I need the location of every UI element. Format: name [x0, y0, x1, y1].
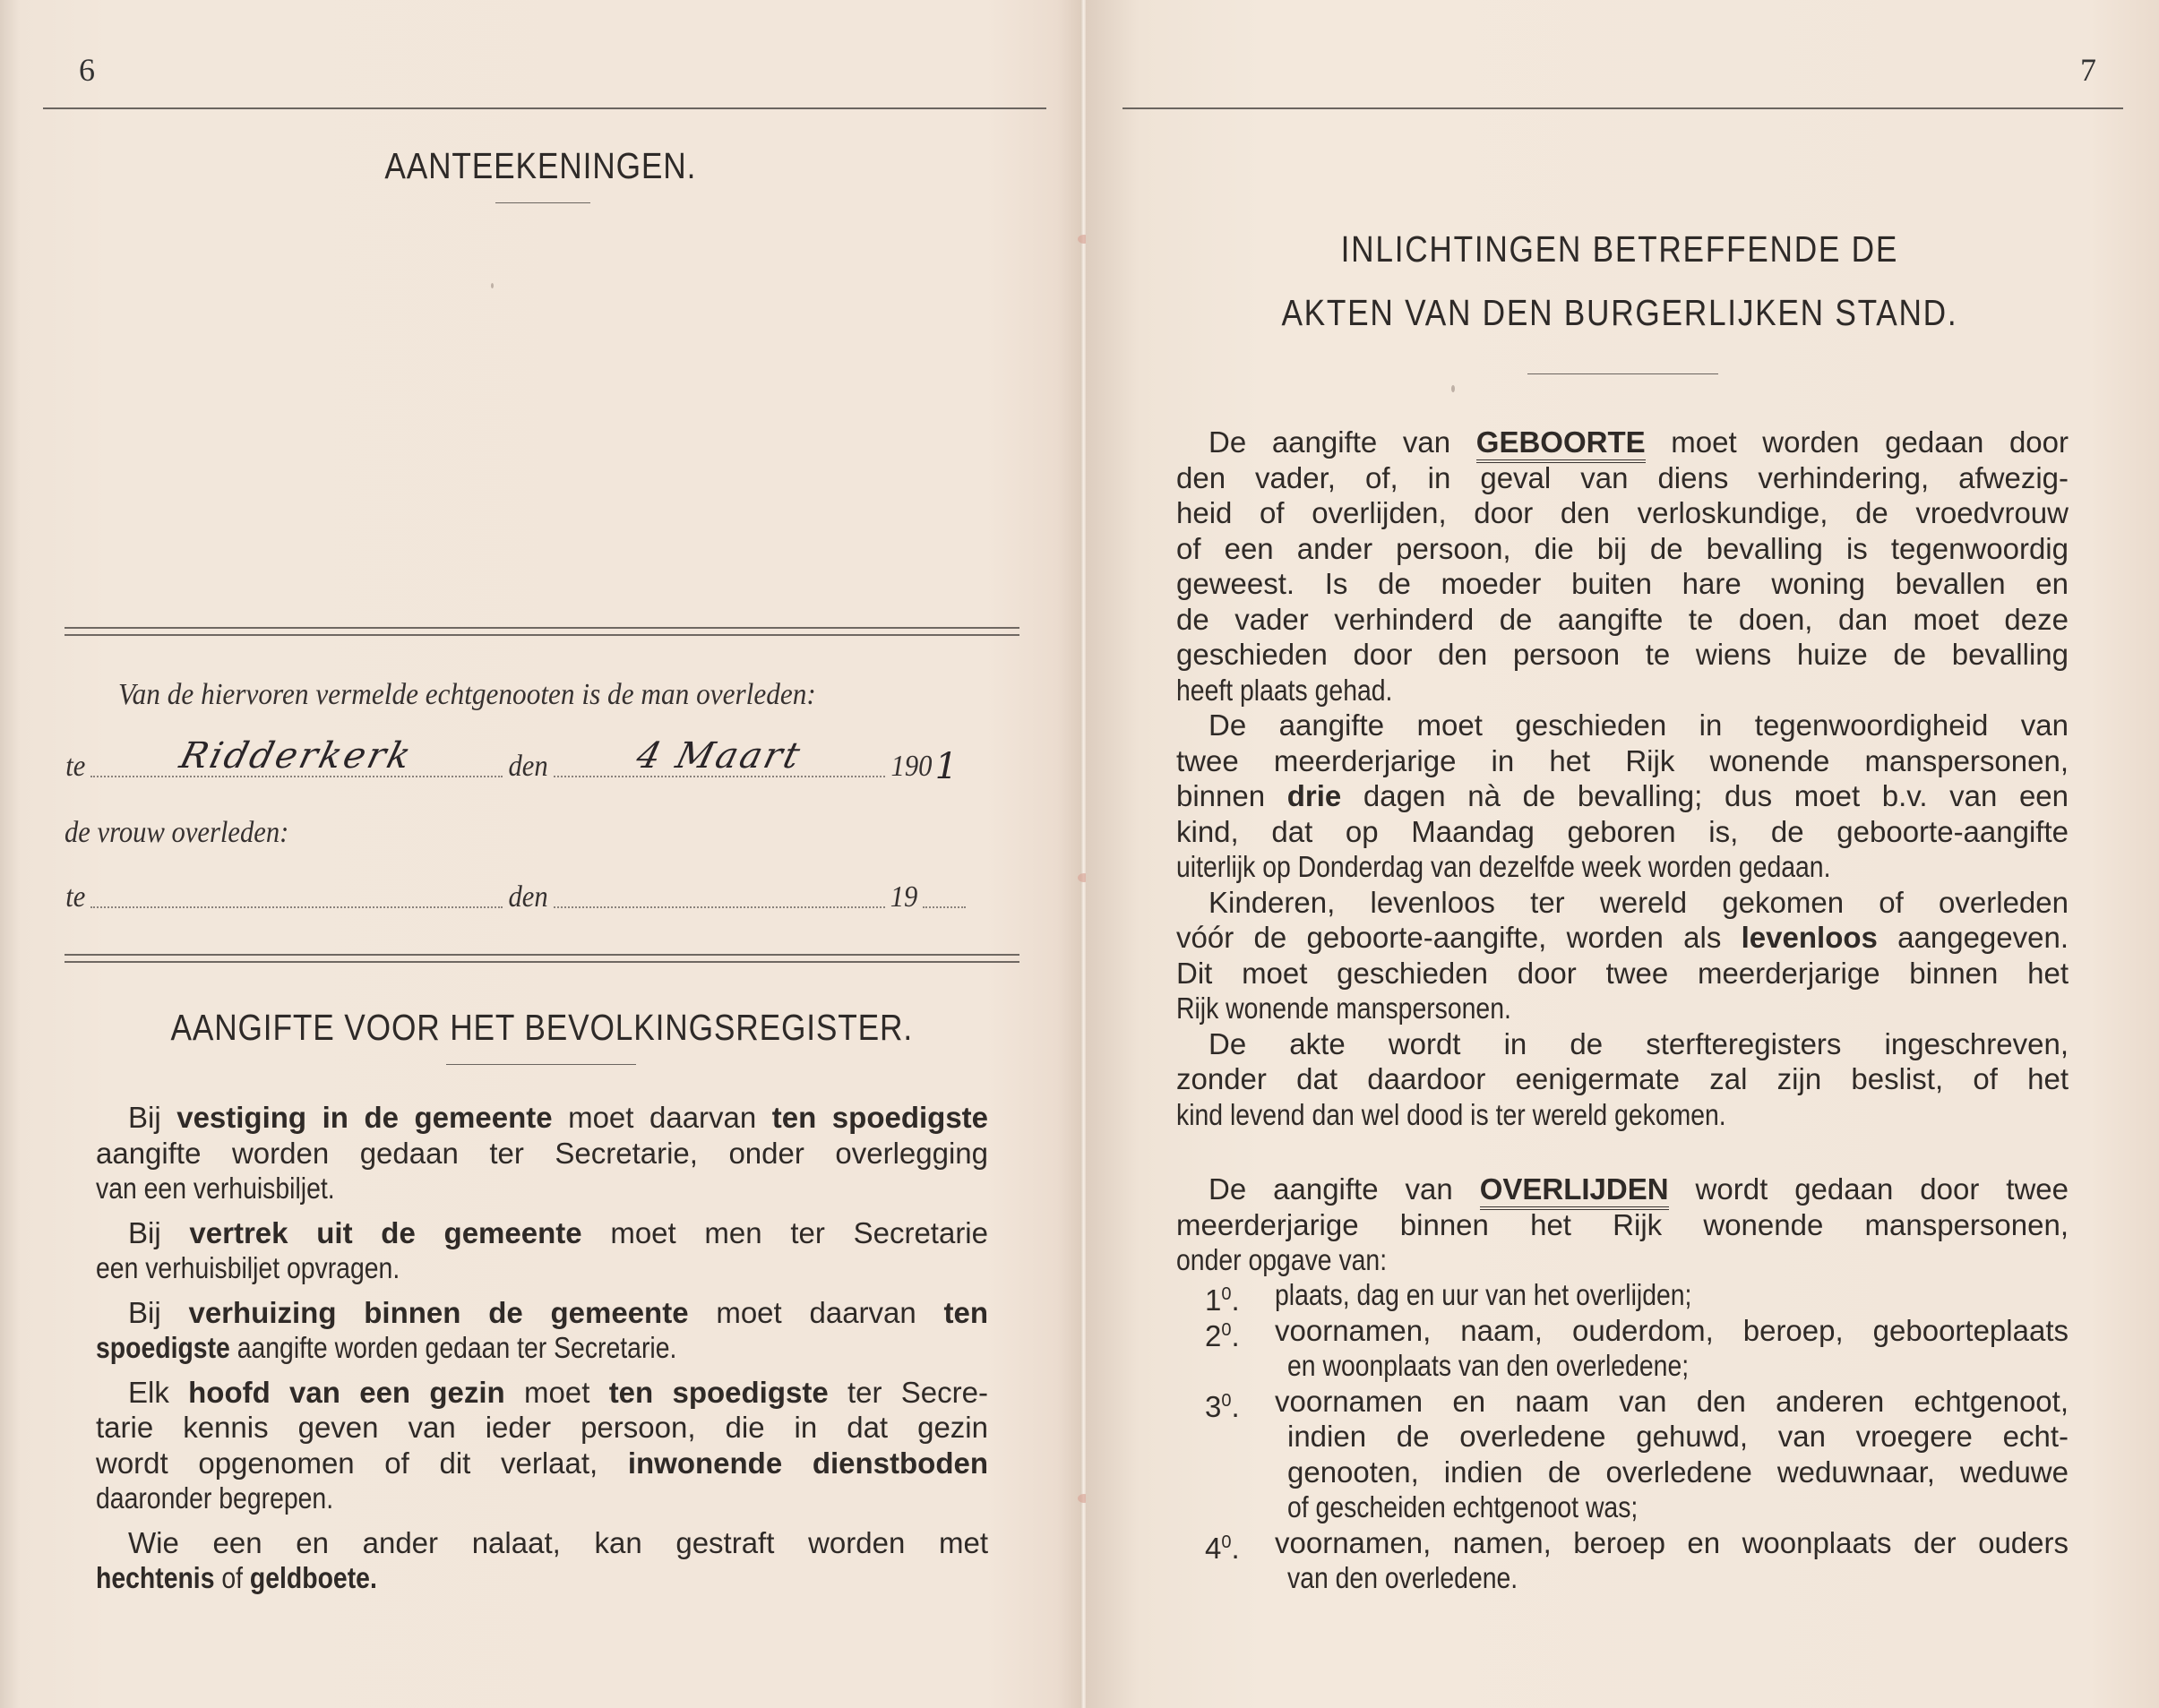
handwritten-date: 4 Maart: [632, 735, 806, 777]
register-heading: [54, 1005, 1030, 1050]
item-number: 2: [1205, 1318, 1222, 1352]
text-line: [1275, 1560, 2069, 1596]
text-line-content: [128, 1100, 988, 1136]
register-heading-text: AANGIFTE VOOR HET BEVOLKINGSREGISTER.: [170, 1007, 914, 1048]
title-line-2-text: AKTEN VAN DEN BURGERLIJKEN STAND.: [1281, 292, 1958, 333]
text-run: wordt gedaan door twee: [1668, 1172, 2069, 1206]
text-run: Kinderen, levenloos ter wereld gekomen of overleden: [1209, 885, 2069, 919]
text-line: [1176, 673, 2069, 708]
text-line-content: [1209, 708, 2069, 743]
underlined-keyword: OVERLIJDEN: [1480, 1172, 1669, 1210]
text-line: [1176, 1097, 2069, 1133]
text-line-content: [1176, 1242, 1387, 1278]
double-rule-bottom: [65, 954, 1019, 963]
text-run: moet worden gedaan door: [1645, 425, 2069, 459]
text-line: [96, 1560, 988, 1596]
paper-speck: [491, 283, 494, 288]
text-run: zonder dat daardoor eenigermate zal zijn beslist, of het: [1176, 1062, 2069, 1095]
item-number: 4: [1205, 1531, 1222, 1565]
bold-text: vestiging in de gemeente: [176, 1101, 553, 1134]
text-run: Wie een en ander nalaat, kan gestraft worden met: [128, 1525, 988, 1559]
birth-paragraphs: [1176, 425, 2069, 1132]
register-heading-underline: [446, 1064, 636, 1065]
paragraph: [1176, 885, 2069, 1026]
text-run: uiterlijk op Donderdag van dezelfde week worden gedaan.: [1176, 850, 1831, 883]
date-label: den: [508, 750, 548, 783]
paragraph: [96, 1100, 988, 1206]
text-run: kind levend dan wel dood is ter wereld gekomen.: [1176, 1097, 1726, 1131]
text-line: [1176, 425, 2069, 460]
text-line-content: voornamen en naam van den anderen echtgenoot,: [1275, 1384, 2069, 1418]
bold-text: ten: [943, 1295, 989, 1329]
text-line: [96, 1446, 988, 1481]
bold-text: hechtenis: [96, 1561, 215, 1594]
year-prefix: 190: [890, 750, 933, 783]
text-line-content: [1209, 885, 2069, 921]
text-line-content: [1176, 991, 1511, 1026]
paragraph: [96, 1525, 988, 1596]
text-line: [1275, 1277, 2069, 1313]
text-line: [1176, 885, 2069, 921]
text-run: De aangifte van: [1209, 425, 1476, 459]
header-rule: [43, 107, 1046, 109]
page-number: 7: [2080, 52, 2096, 88]
text-run: aangifte worden gedaan ter Secretarie, onder overlegging: [96, 1136, 988, 1170]
text-run: moet: [504, 1375, 609, 1409]
ordinal-mark: 0: [1221, 1319, 1232, 1340]
date-field[interactable]: [554, 906, 885, 908]
register-paragraphs: [96, 1100, 988, 1596]
text-line: [96, 1250, 988, 1286]
text-line-content: [96, 1136, 988, 1172]
text-run: van een verhuisbiljet.: [96, 1172, 335, 1205]
text-run: daaronder begrepen.: [96, 1481, 334, 1515]
heading-underline: [495, 202, 590, 203]
text-line: [1176, 743, 2069, 779]
text-line: [1275, 1489, 2069, 1525]
title-underline: [1527, 373, 1718, 374]
header-rule: [1123, 107, 2123, 109]
list-item: [1176, 1384, 2069, 1525]
text-line: [1275, 1348, 2069, 1384]
ordinal-mark: 0: [1221, 1284, 1232, 1304]
text-line-content: genooten, indien de overledene weduwnaar, weduwe: [1287, 1455, 2069, 1489]
year-field[interactable]: [923, 906, 966, 908]
bold-text: geldboete.: [249, 1561, 377, 1594]
text-line-content: [96, 1171, 335, 1206]
text-line: [1176, 495, 2069, 531]
text-run: binnen: [1176, 779, 1287, 812]
text-line: [1176, 566, 2069, 602]
title-line-1-text: INLICHTINGEN BETREFFENDE DE: [1340, 228, 1899, 270]
text-line: [1275, 1419, 2069, 1455]
title-line-2: [1175, 290, 2064, 335]
list-item-number: $3^0$.: [1205, 1389, 1240, 1423]
text-line: [96, 1100, 988, 1136]
text-line-content: [128, 1295, 988, 1331]
text-line-content: [1176, 1207, 2069, 1243]
text-line: [1176, 1061, 2069, 1097]
text-run: dagen nà de bevalling; dus moet b.v. van een: [1341, 779, 2069, 812]
bold-text: inwonende dienstboden: [627, 1446, 988, 1480]
text-line: [96, 1171, 988, 1206]
text-line: [96, 1136, 988, 1172]
text-line-content: [96, 1446, 988, 1481]
place-label: te: [65, 750, 86, 783]
text-line-content: [128, 1215, 988, 1251]
text-run: heid of overlijden, door den verloskundige, de vroedvrouw: [1176, 496, 2069, 529]
double-rule-top: [65, 627, 1019, 636]
paragraph: [96, 1215, 988, 1286]
text-run: een verhuisbiljet opvragen.: [96, 1251, 400, 1284]
text-line-content: [96, 1250, 400, 1286]
text-run: Rijk wonende manspersonen.: [1176, 991, 1511, 1025]
bold-text: verhuizing binnen de gemeente: [188, 1295, 689, 1329]
woman-death-label: [65, 815, 314, 851]
text-run: heeft plaats gehad.: [1176, 673, 1393, 707]
text-line: [1176, 708, 2069, 743]
text-line-content: [1176, 460, 2069, 496]
text-line: [1176, 602, 2069, 638]
paragraph: [1176, 708, 2069, 885]
text-run: moet daarvan: [688, 1295, 944, 1329]
list-item: [1176, 1313, 2069, 1384]
text-run: aangegeven.: [1877, 921, 2069, 954]
paragraph: [1176, 1172, 2069, 1278]
text-run: moet men ter Secretarie: [581, 1215, 988, 1249]
bold-text: vertrek uit de gemeente: [189, 1215, 582, 1249]
page-number: 6: [79, 52, 95, 88]
text-line: [1275, 1384, 2069, 1420]
text-run: De aangifte van: [1209, 1172, 1480, 1206]
text-run: geschieden door den persoon te wiens huize de bevalling: [1176, 638, 2069, 671]
text-line: [1176, 1242, 2069, 1278]
text-line-content: [1176, 1061, 2069, 1097]
death-items-list: [1176, 1277, 2069, 1596]
title-line-1: [1175, 227, 2064, 271]
death-record-intro-text: Van de hiervoren vermelde echtgenooten is de man overleden:: [118, 678, 816, 711]
bold-text: ten spoedigste: [771, 1101, 989, 1134]
year-prefix: 19: [890, 880, 917, 914]
text-run: kind, dat op Maandag geboren is, de geboorte-aangifte: [1176, 814, 2069, 848]
bold-text: ten spoedigste: [608, 1375, 829, 1409]
text-line: [1176, 637, 2069, 673]
text-line: [1275, 1313, 2069, 1349]
bold-text: drie: [1286, 779, 1342, 812]
text-run: Bij: [128, 1295, 189, 1329]
woman-death-row: [65, 880, 969, 915]
text-line-content: [1176, 495, 2069, 531]
text-run: aangifte worden gedaan ter Secretarie.: [229, 1331, 677, 1364]
text-line-content: indien de overledene gehuwd, van vroegere echt-: [1287, 1420, 2069, 1453]
text-line-content: van den overledene.: [1287, 1561, 1518, 1594]
ordinal-mark: 0: [1221, 1390, 1232, 1411]
text-line: [1176, 991, 2069, 1026]
text-line-content: [1176, 814, 2069, 850]
text-line: [96, 1525, 988, 1561]
paragraph: [96, 1295, 988, 1366]
text-line: [1176, 1207, 2069, 1243]
death-paragraph: [1176, 1172, 2069, 1278]
text-line-content: [128, 1525, 988, 1561]
text-line-content: [128, 1375, 988, 1411]
text-run: Dit moet geschieden door twee meerderjarige binnen het: [1176, 956, 2069, 990]
text-line: [96, 1295, 988, 1331]
list-item-number: $4^0$.: [1205, 1531, 1240, 1565]
man-death-row: [65, 735, 959, 787]
paragraph: [1176, 1026, 2069, 1133]
text-line: [1176, 460, 2069, 496]
place-field[interactable]: [90, 906, 503, 908]
text-line-content: [1176, 531, 2069, 567]
text-run: vóór de geboorte-aangifte, worden als: [1176, 921, 1742, 954]
text-run: den vader, of, in geval van diens verhindering, afwezig-: [1176, 460, 2069, 494]
text-run: tarie kennis geven van ieder persoon, die in dat gezin: [96, 1411, 988, 1444]
text-line: [1176, 1172, 2069, 1207]
text-line: [96, 1375, 988, 1411]
text-run: meerderjarige binnen het Rijk wonende manspersonen,: [1176, 1207, 2069, 1241]
handwritten-year-digit[interactable]: 1: [934, 746, 959, 787]
text-line: [1176, 814, 2069, 850]
text-line: [1275, 1455, 2069, 1490]
bold-text: spoedigste: [96, 1331, 230, 1364]
death-record-intro: [118, 677, 877, 713]
text-line-content: plaats, dag en uur van het overlijden;: [1275, 1278, 1692, 1311]
paragraph: [96, 1375, 988, 1516]
bold-text: levenloos: [1741, 921, 1878, 954]
text-line-content: of gescheiden echtgenoot was;: [1287, 1490, 1639, 1523]
text-line: [1176, 1026, 2069, 1062]
text-run: ter Secre-: [828, 1375, 988, 1409]
text-line-content: [1176, 602, 2069, 638]
text-line-content: [1176, 1097, 1726, 1133]
text-line: [96, 1481, 988, 1516]
text-line-content: [96, 1410, 988, 1446]
bold-text: hoofd van een gezin: [188, 1375, 505, 1409]
text-run: Bij: [128, 1215, 190, 1249]
text-run: Bij: [128, 1101, 177, 1134]
list-item-number: $1^0$.: [1205, 1283, 1240, 1317]
text-line: [1176, 956, 2069, 991]
text-line-content: [1176, 956, 2069, 991]
text-run: twee meerderjarige in het Rijk wonende manspersonen,: [1176, 743, 2069, 777]
text-run: of: [214, 1561, 250, 1594]
text-line-content: [1176, 920, 2069, 956]
text-line: [1176, 849, 2069, 885]
item-number: 3: [1205, 1389, 1222, 1423]
text-line: [1275, 1525, 2069, 1561]
text-line-content: [1176, 778, 2069, 814]
place-field[interactable]: [90, 735, 503, 777]
text-run: of een ander persoon, die bij de bevalling is tegenwoordig: [1176, 531, 2069, 565]
text-line-content: [1176, 673, 1392, 708]
date-label: den: [508, 880, 548, 914]
paper-speck: [1451, 385, 1455, 392]
text-line-content: [1209, 1026, 2069, 1062]
handwritten-place: Ridderkerk: [175, 735, 417, 777]
text-line-content: [96, 1330, 676, 1366]
text-line-content: [1176, 637, 2069, 673]
list-item: [1176, 1277, 2069, 1317]
notes-heading-text: AANTEEKENINGEN.: [384, 145, 696, 186]
text-line-content: [1209, 1172, 2069, 1207]
text-run: moet daarvan: [552, 1101, 772, 1134]
date-field[interactable]: [554, 735, 885, 777]
text-line-content: [96, 1481, 333, 1516]
text-run: De aangifte moet geschieden in tegenwoordigheid van: [1209, 708, 2069, 742]
text-run: geweest. Is de moeder buiten hare woning bevallen en: [1176, 567, 2069, 600]
list-item: [1176, 1525, 2069, 1596]
text-line-content: [96, 1560, 377, 1596]
text-run: onder opgave van:: [1176, 1243, 1388, 1276]
text-line: [1176, 531, 2069, 567]
text-line: [1176, 778, 2069, 814]
text-line: [96, 1330, 988, 1366]
text-line-content: [1176, 566, 2069, 602]
text-line: [1176, 920, 2069, 956]
text-run: Elk: [128, 1375, 189, 1409]
text-run: wordt opgenomen of dit verlaat,: [96, 1446, 628, 1480]
text-line-content: [1176, 849, 1830, 885]
paragraph: [1176, 425, 2069, 708]
text-run: de vader verhinderd de aangifte te doen, dan moet deze: [1176, 602, 2069, 636]
woman-death-label-text: de vrouw overleden:: [65, 816, 289, 849]
list-item-number: $2^0$.: [1205, 1318, 1240, 1352]
ordinal-mark: 0: [1221, 1532, 1232, 1552]
underlined-keyword: GEBOORTE: [1476, 425, 1646, 463]
text-line-content: [1209, 425, 2069, 460]
text-line: [96, 1410, 988, 1446]
place-label: te: [65, 880, 86, 914]
text-line-content: en woonplaats van den overledene;: [1287, 1349, 1690, 1382]
notes-heading: [269, 143, 812, 188]
right-page: [1086, 0, 2159, 1708]
text-line-content: voornamen, namen, beroep en woonplaats der ouders: [1275, 1525, 2069, 1559]
text-line: [96, 1215, 988, 1251]
text-line-content: voornamen, naam, ouderdom, beroep, geboorteplaats: [1275, 1313, 2069, 1347]
text-line-content: [1176, 743, 2069, 779]
text-run: De akte wordt in de sterfteregisters ingeschreven,: [1209, 1026, 2069, 1060]
item-number: 1: [1205, 1283, 1222, 1317]
